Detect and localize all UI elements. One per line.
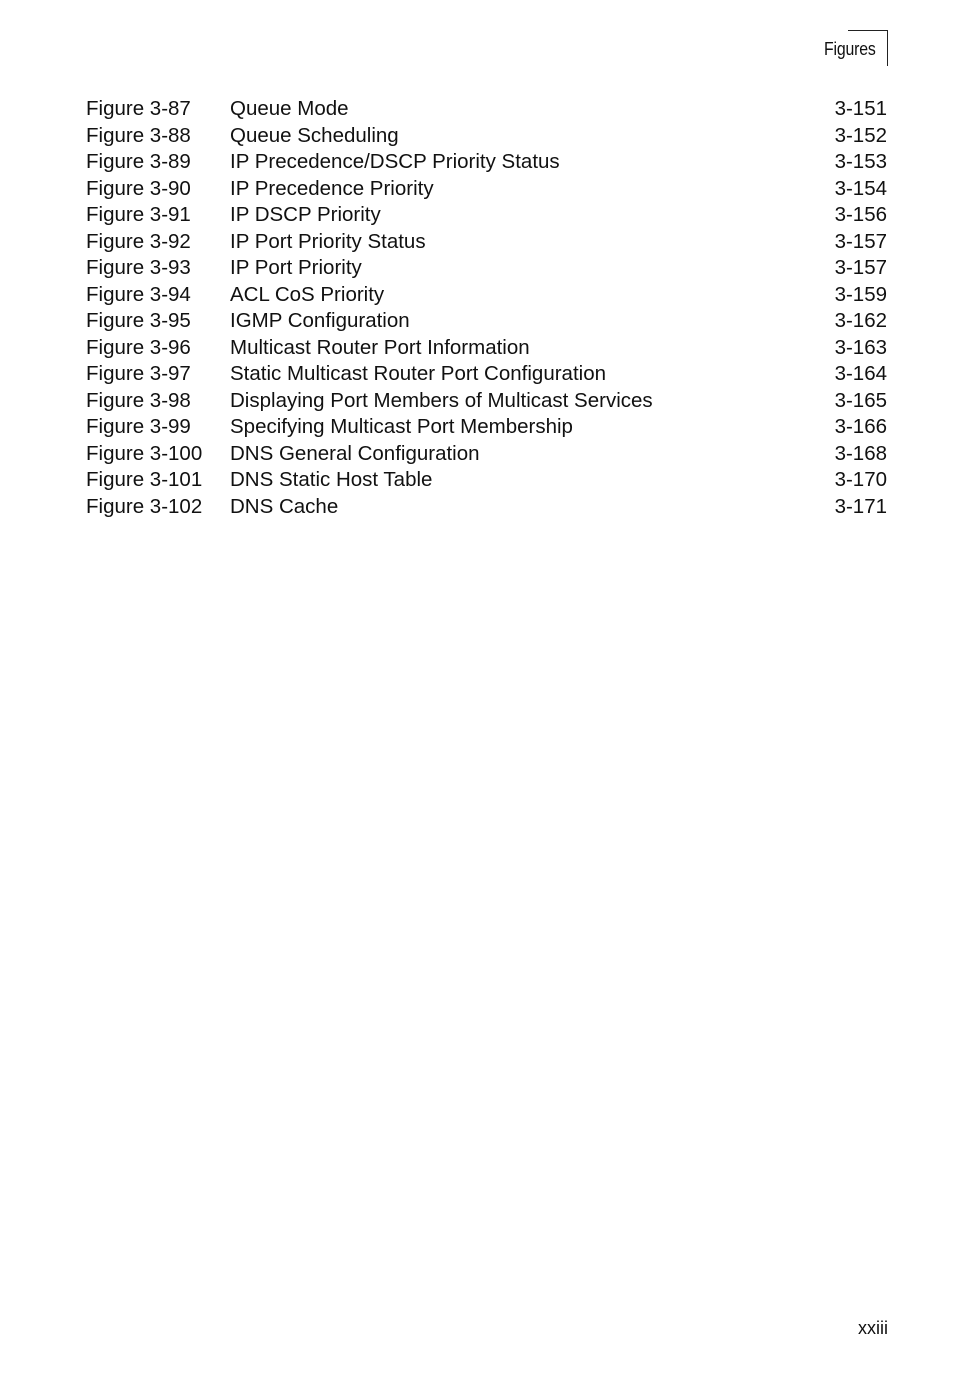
- figure-title: Displaying Port Members of Multicast Services: [230, 388, 653, 412]
- figure-title: IP Precedence Priority: [230, 176, 434, 200]
- list-item: [86, 335, 887, 362]
- list-item: [86, 308, 887, 335]
- figure-page: 3-152: [834, 123, 887, 147]
- figure-number: Figure 3-96: [86, 335, 191, 359]
- list-item: [86, 96, 887, 123]
- figure-number: Figure 3-101: [86, 468, 203, 491]
- list-item: [86, 441, 887, 468]
- figure-page: 3-168: [834, 441, 887, 465]
- list-item: [86, 388, 887, 415]
- figure-title: IP DSCP Priority: [230, 203, 381, 226]
- list-item: [86, 361, 887, 388]
- list-item: [86, 282, 887, 309]
- figure-number: Figure 3-87: [86, 97, 191, 120]
- figure-page: 3-170: [834, 468, 887, 491]
- figure-page: 3-166: [834, 415, 887, 438]
- figure-number: Figure 3-91: [86, 203, 191, 226]
- figure-page: 3-154: [834, 176, 887, 200]
- figure-title: IP Port Priority Status: [230, 229, 426, 253]
- figure-page: 3-171: [834, 494, 887, 518]
- figure-title: DNS Static Host Table: [230, 468, 433, 491]
- figure-page: 3-164: [834, 362, 887, 385]
- figure-number: Figure 3-100: [86, 441, 203, 465]
- figure-page: 3-162: [834, 309, 887, 332]
- figure-number: Figure 3-93: [86, 256, 191, 279]
- figure-number: Figure 3-102: [86, 494, 203, 518]
- list-item: [86, 229, 887, 256]
- figure-title: Queue Scheduling: [230, 123, 399, 147]
- figure-title: Specifying Multicast Port Membership: [230, 415, 573, 438]
- figure-title: IP Port Priority: [230, 256, 362, 279]
- figure-number: Figure 3-94: [86, 282, 191, 306]
- list-item: [86, 255, 887, 282]
- figure-title: DNS Cache: [230, 494, 339, 518]
- running-header-title: Figures: [824, 39, 876, 59]
- figure-title: Multicast Router Port Information: [230, 335, 530, 359]
- figure-page: 3-165: [834, 388, 887, 412]
- figure-title: Static Multicast Router Port Configuration: [230, 362, 606, 385]
- list-item: [86, 467, 887, 494]
- list-item: [86, 202, 887, 229]
- figure-page: 3-153: [834, 150, 887, 173]
- figure-number: Figure 3-88: [86, 123, 191, 147]
- figure-page: 3-159: [834, 282, 887, 306]
- figure-title: IP Precedence/DSCP Priority Status: [230, 150, 560, 173]
- figures-list: [86, 96, 887, 520]
- figure-title: Queue Mode: [230, 97, 349, 120]
- figure-page: 3-163: [834, 335, 887, 359]
- figure-number: Figure 3-95: [86, 309, 191, 332]
- figure-number: Figure 3-98: [86, 388, 191, 412]
- list-item: [86, 123, 887, 150]
- figure-number: Figure 3-90: [86, 176, 191, 200]
- figure-page: 3-157: [834, 229, 887, 253]
- figure-page: 3-151: [834, 97, 887, 120]
- list-item: [86, 149, 887, 176]
- figure-page: 3-156: [834, 203, 887, 226]
- figure-number: Figure 3-97: [86, 362, 191, 385]
- list-item: [86, 494, 887, 521]
- figure-page: 3-157: [834, 256, 887, 279]
- figure-number: Figure 3-92: [86, 229, 191, 253]
- figure-title: IGMP Configuration: [230, 309, 410, 332]
- list-item: [86, 176, 887, 203]
- list-item: [86, 414, 887, 441]
- figure-title: DNS General Configuration: [230, 441, 480, 465]
- figure-number: Figure 3-99: [86, 415, 191, 438]
- figure-number: Figure 3-89: [86, 150, 191, 173]
- page-number: xxiii: [858, 1318, 888, 1338]
- figure-title: ACL CoS Priority: [230, 282, 385, 306]
